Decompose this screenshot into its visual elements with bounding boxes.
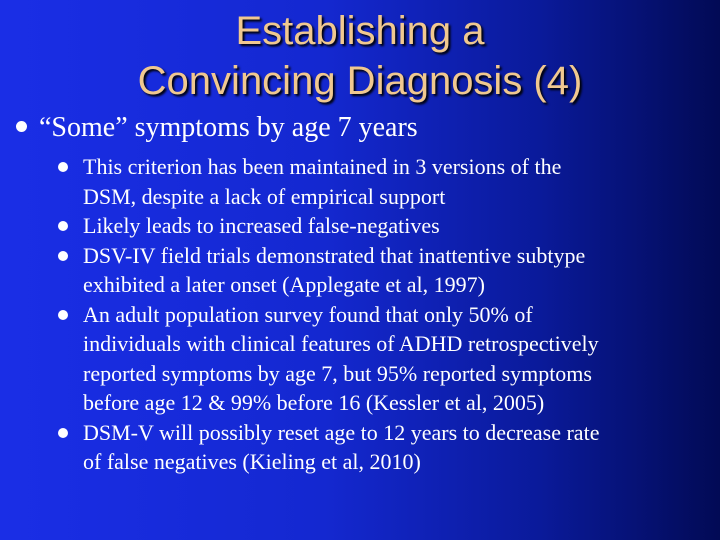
title-line-2: Convincing Diagnosis (4): [137, 59, 583, 103]
slide-title: [80, 6, 640, 106]
bullet-icon: [16, 121, 27, 132]
sub-bullet-line: individuals with clinical features of ADHD retrospectively: [83, 331, 599, 356]
bullet-icon: [58, 162, 68, 172]
sub-bullet-line: reported symptoms by age 7, but 95% reported symptoms: [83, 360, 592, 386]
main-point-text: “Some” symptoms by age 7 years: [39, 112, 418, 143]
sub-bullet-item: [58, 418, 708, 477]
sub-bullet-line: exhibited a later onset (Applegate et al, 1997): [83, 272, 485, 297]
title-line-1: Establishing a: [235, 9, 485, 53]
main-bullet-point: [16, 110, 418, 146]
sub-bullet-item: [58, 211, 708, 241]
sub-bullet-list: [58, 152, 708, 477]
bullet-icon: [58, 221, 68, 231]
sub-bullet-line: DSM, despite a lack of empirical support: [83, 183, 446, 209]
sub-bullet-item: [58, 300, 708, 418]
sub-bullet-line: An adult population survey found that only 50% of: [83, 301, 533, 327]
sub-bullet-line: This criterion has been maintained in 3 versions of the: [83, 154, 562, 179]
sub-bullet-line: DSV-IV field trials demonstrated that inattentive subtype: [83, 242, 586, 268]
sub-bullet-line: of false negatives (Kieling et al, 2010): [83, 449, 421, 474]
sub-bullet-line: DSM-V will possibly reset age to 12 years to decrease rate: [83, 419, 600, 445]
sub-bullet-line: before age 12 & 99% before 16 (Kessler et al, 2005): [83, 390, 545, 415]
sub-bullet-line: Likely leads to increased false-negatives: [83, 213, 440, 238]
sub-bullet-item: [58, 152, 708, 211]
bullet-icon: [58, 251, 68, 261]
sub-bullet-item: [58, 241, 708, 300]
bullet-icon: [58, 310, 68, 320]
bullet-icon: [58, 428, 68, 438]
